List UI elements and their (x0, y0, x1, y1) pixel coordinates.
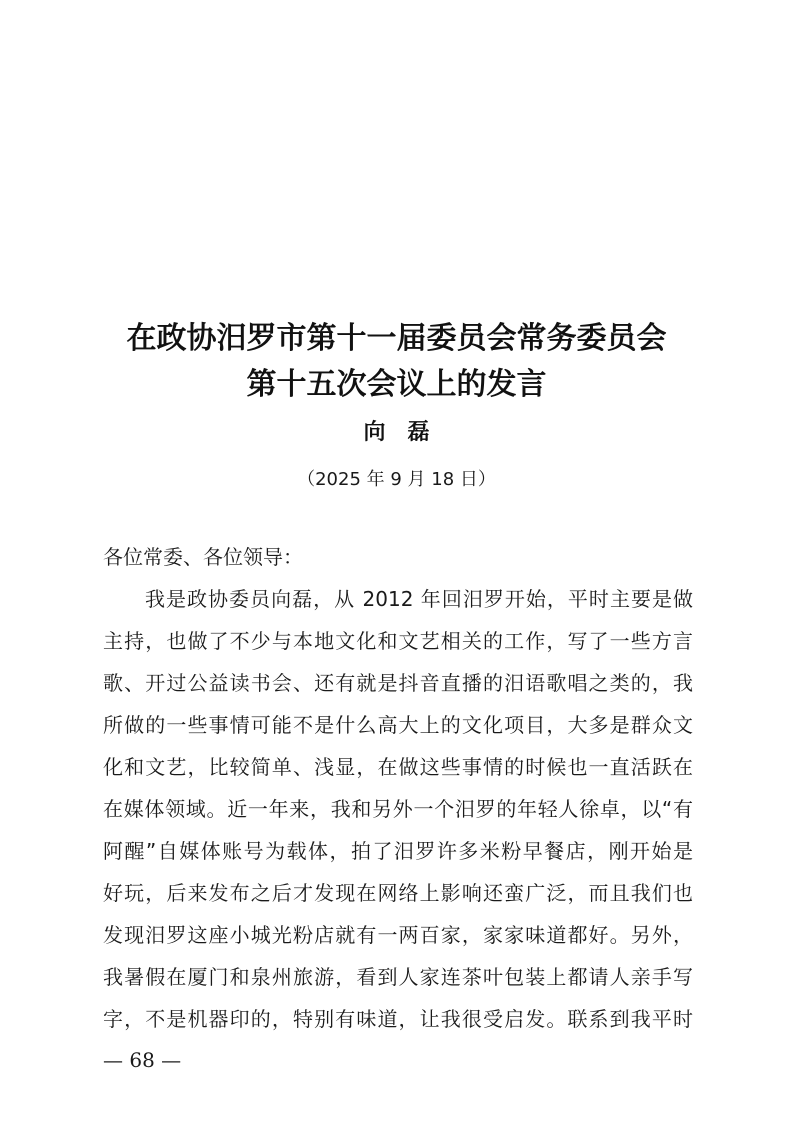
body-line: 阿醒”自媒体账号为载体，拍了汨罗许多米粉早餐店，刚开始是 (103, 839, 693, 863)
body-line: 歌、开过公益读书会、还有就是抖音直播的汨语歌唱之类的，我 (103, 671, 693, 695)
body-line: 发现汨罗这座小城光粉店就有一两百家，家家味道都好。另外， (103, 923, 693, 947)
body-line: 字，不是机器印的，特别有味道，让我很受启发。联系到我平时 (103, 1007, 693, 1031)
document-title-line-2: 第十五次会议上的发言 (246, 367, 547, 402)
body-line: 化和文艺，比较简单、浅显，在做这些事情的时候也一直活跃在 (103, 755, 693, 779)
document-title-line-1: 在政协汨罗市第十一届委员会常务委员会 (126, 321, 667, 356)
page-number: — 68 — (103, 1048, 182, 1072)
salutation: 各位常委、各位领导： (103, 545, 303, 569)
body-line: 好玩，后来发布之后才发现在网络上影响还蛮广泛，而且我们也 (103, 881, 693, 905)
body-line: 我暑假在厦门和泉州旅游，看到人家连茶叶包装上都请人亲手写 (103, 965, 693, 989)
speech-date: （2025 年 9 月 18 日） (297, 469, 496, 490)
body-line: 我是政协委员向磊，从 2012 年回汨罗开始，平时主要是做 (145, 587, 693, 611)
author-name: 向磊 (363, 420, 452, 445)
body-line: 所做的一些事情可能不是什么高大上的文化项目，大多是群众文 (103, 713, 693, 737)
body-line: 主持，也做了不少与本地文化和文艺相关的工作，写了一些方言 (103, 629, 693, 653)
body-line: 在媒体领域。近一年来，我和另外一个汨罗的年轻人徐卓，以“有 (103, 797, 693, 821)
